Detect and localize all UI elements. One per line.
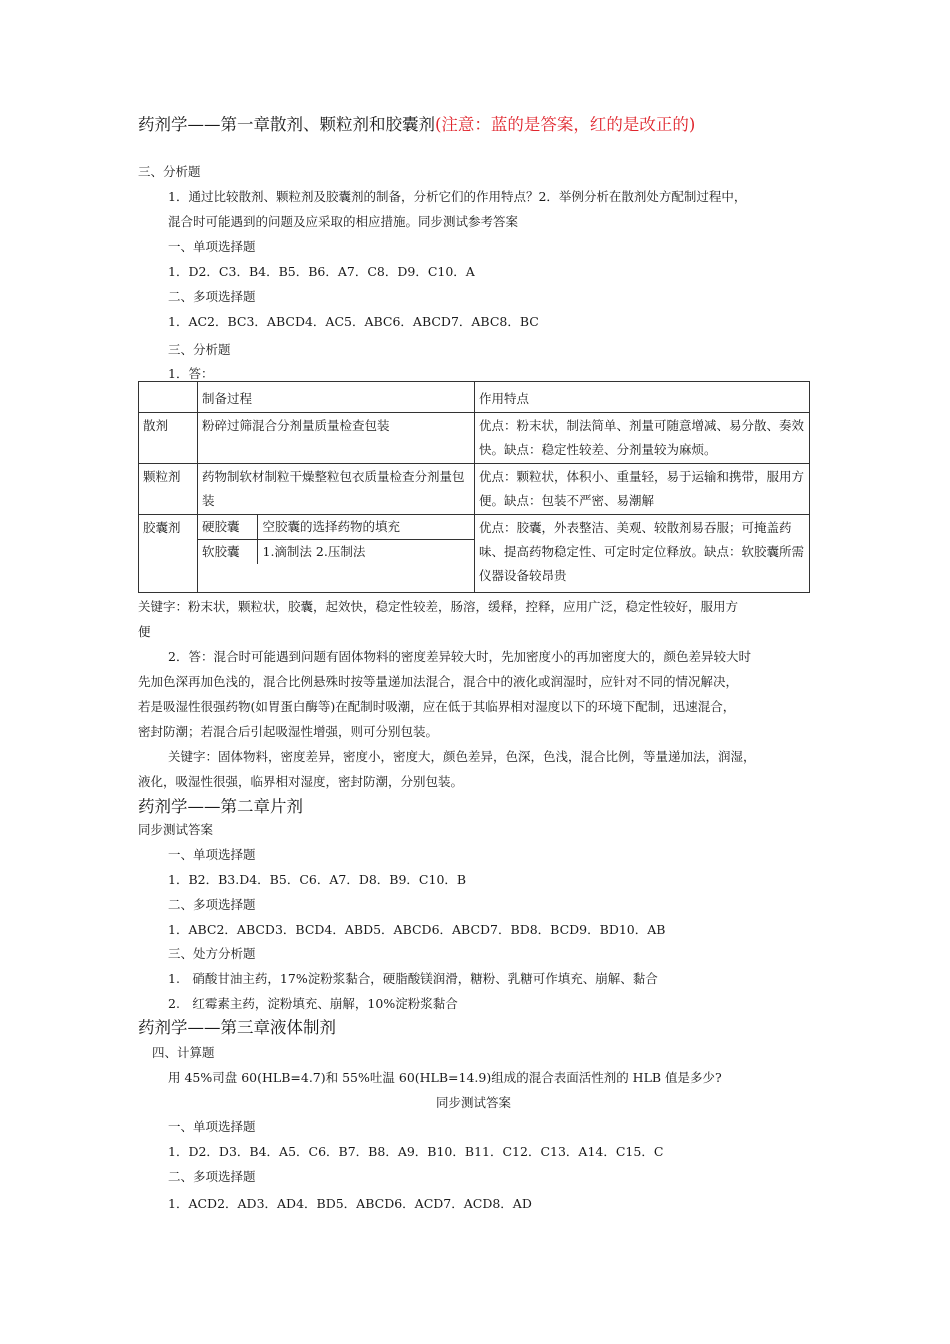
capsule-subtable [198,515,474,564]
answer-1-label: 1．答： [168,366,214,381]
soft-capsule-name: 软胶囊 [198,540,257,565]
chapter-3-calc-question: 用 45%司盘 60(HLB=4.7)和 55%吐温 60(HLB=14.9)组成的混合表面活性剂的 HLB 值是多少? [168,1070,722,1085]
question-line-2: 混合时可能遇到的问题及应采取的相应措施。同步测试参考答案 [168,214,519,229]
row-prep-powder: 粉碎过筛混合分剂量质量检查包装 [198,413,475,464]
chapter-1-title-note: (注意：蓝的是答案，红的是改正的) [435,115,696,134]
chapter-2-multi-heading: 二、多项选择题 [168,897,256,912]
header-feature: 作用特点 [475,382,810,413]
chapter-3-multi-answers: 1．ACD2．AD3．AD4．BD5．ABCD6．ACD7．ACD8．AD [168,1196,532,1211]
chapter-2-multi-answers: 1．ABC2．ABCD3．BCD4．ABD5．ABCD6．ABCD7．BD8．BCD9．BD10．AB [168,922,666,937]
keywords-2-line-1: 关键字：固体物料，密度差异，密度小，密度大，颜色差异，色深，色浅，混合比例，等量递加法，润湿， [168,749,756,764]
chapter-1-title [138,115,695,135]
single-choice-heading: 一、单项选择题 [168,239,256,254]
multi-choice-answers: 1．AC2．BC3．ABCD4．AC5．ABC6．ABCD7．ABC8．BC [168,314,539,329]
answer-2-line-3: 若是吸湿性很强药物(如胃蛋白酶等)在配制时吸潮，应在低于其临界相对湿度以下的环境下配制，迅速混合， [138,699,736,714]
row-prep-granule: 药物制软材制粒干燥整粒包衣质量检查分剂量包装 [198,464,475,515]
section-analysis-heading: 三、分析题 [138,164,201,179]
capsule-subtable-cell [198,515,475,593]
table-row [139,464,810,515]
chapter-2-rx-1: 1. 硝酸甘油主药，17%淀粉浆黏合，硬脂酸镁润滑，糖粉、乳糖可作填充、崩解、黏合 [168,971,658,986]
row-feature-granule: 优点：颗粒状，体积小、重量轻，易于运输和携带，服用方便。缺点：包装不严密、易潮解 [475,464,810,515]
chapter-1-title-main: 药剂学——第一章散剂、颗粒剂和胶囊剂 [138,115,435,134]
question-line-1: 1．通过比较散剂、颗粒剂及胶囊剂的制备，分析它们的作用特点？2．举例分析在散剂处方配制过程中， [168,189,747,204]
row-name-powder: 散剂 [139,413,198,464]
row-name-capsule: 胶囊剂 [139,515,198,593]
single-choice-answers: 1．D2．C3．B4．B5．B6．A7．C8．D9．C10．A [168,264,475,279]
hard-capsule-name: 硬胶囊 [198,515,257,540]
chapter-3-sync-answers: 同步测试答案 [435,1095,511,1110]
chapter-3-single-answers: 1．D2．D3．B4．A5．C6．B7．B8．A9．B10．B11．C12．C13．A14．C15．C [168,1144,664,1159]
answer-2-line-4: 密封防潮；若混合后引起吸湿性增强，则可分别包装。 [138,724,439,739]
keywords-2-line-2: 液化，吸湿性很强，临界相对湿度，密封防潮，分别包装。 [138,774,464,789]
row-name-granule: 颗粒剂 [139,464,198,515]
answer-2-line-2: 先加色深再加色浅的，混合比例悬殊时按等量递加法混合，混合中的液化或润湿时，应针对不同的情况解决， [138,674,739,689]
keywords-1-line-2: 便 [138,624,151,639]
chapter-2-title: 药剂学——第二章片剂 [138,797,303,816]
hard-capsule-prep: 空胶囊的选择药物的填充 [257,515,474,540]
chapter-3-single-heading: 一、单项选择题 [168,1119,256,1134]
analysis-heading: 三、分析题 [168,342,231,357]
chapter-3-calc-heading: 四、计算题 [152,1045,215,1060]
chapter-3-multi-heading: 二、多项选择题 [168,1169,256,1184]
chapter-2-rx-2: 2. 红霉素主药，淀粉填充、崩解，10%淀粉浆黏合 [168,996,458,1011]
header-prep: 制备过程 [198,382,475,413]
dosage-form-table [138,381,810,593]
chapter-2-single-answers: 1．B2．B3.D4．B5．C6．A7．D8．B9．C10．B [168,872,467,887]
table-row [139,515,810,593]
table-header-row [139,382,810,413]
chapter-2-single-heading: 一、单项选择题 [168,847,256,862]
row-feature-capsule: 优点：胶囊，外表整洁、美观、较散剂易吞服；可掩盖药味、提高药物稳定性、可定时定位释放。缺点：软胶囊所需仪器设备较昂贵 [475,515,810,593]
keywords-1-line-1: 关键字：粉末状，颗粒状，胶囊，起效快，稳定性较差，肠溶，缓释，控释，应用广泛，稳定性较好，服用方 [138,599,739,614]
answer-2-line-1: 2．答：混合时可能遇到问题有固体物料的密度差异较大时，先加密度小的再加密度大的，颜色差异较大时 [168,649,751,664]
chapter-3-title: 药剂学——第三章液体制剂 [138,1018,336,1037]
soft-capsule-prep: 1.滴制法 2.压制法 [262,544,366,559]
multi-choice-heading: 二、多项选择题 [168,289,256,304]
chapter-2-rx-heading: 三、处方分析题 [168,946,256,961]
chapter-2-sync-answers: 同步测试答案 [138,822,214,837]
table-row [139,413,810,464]
row-feature-powder: 优点：粉末状，制法简单、剂量可随意增减、易分散、奏效快。缺点：稳定性较差、分剂量较为麻烦。 [475,413,810,464]
